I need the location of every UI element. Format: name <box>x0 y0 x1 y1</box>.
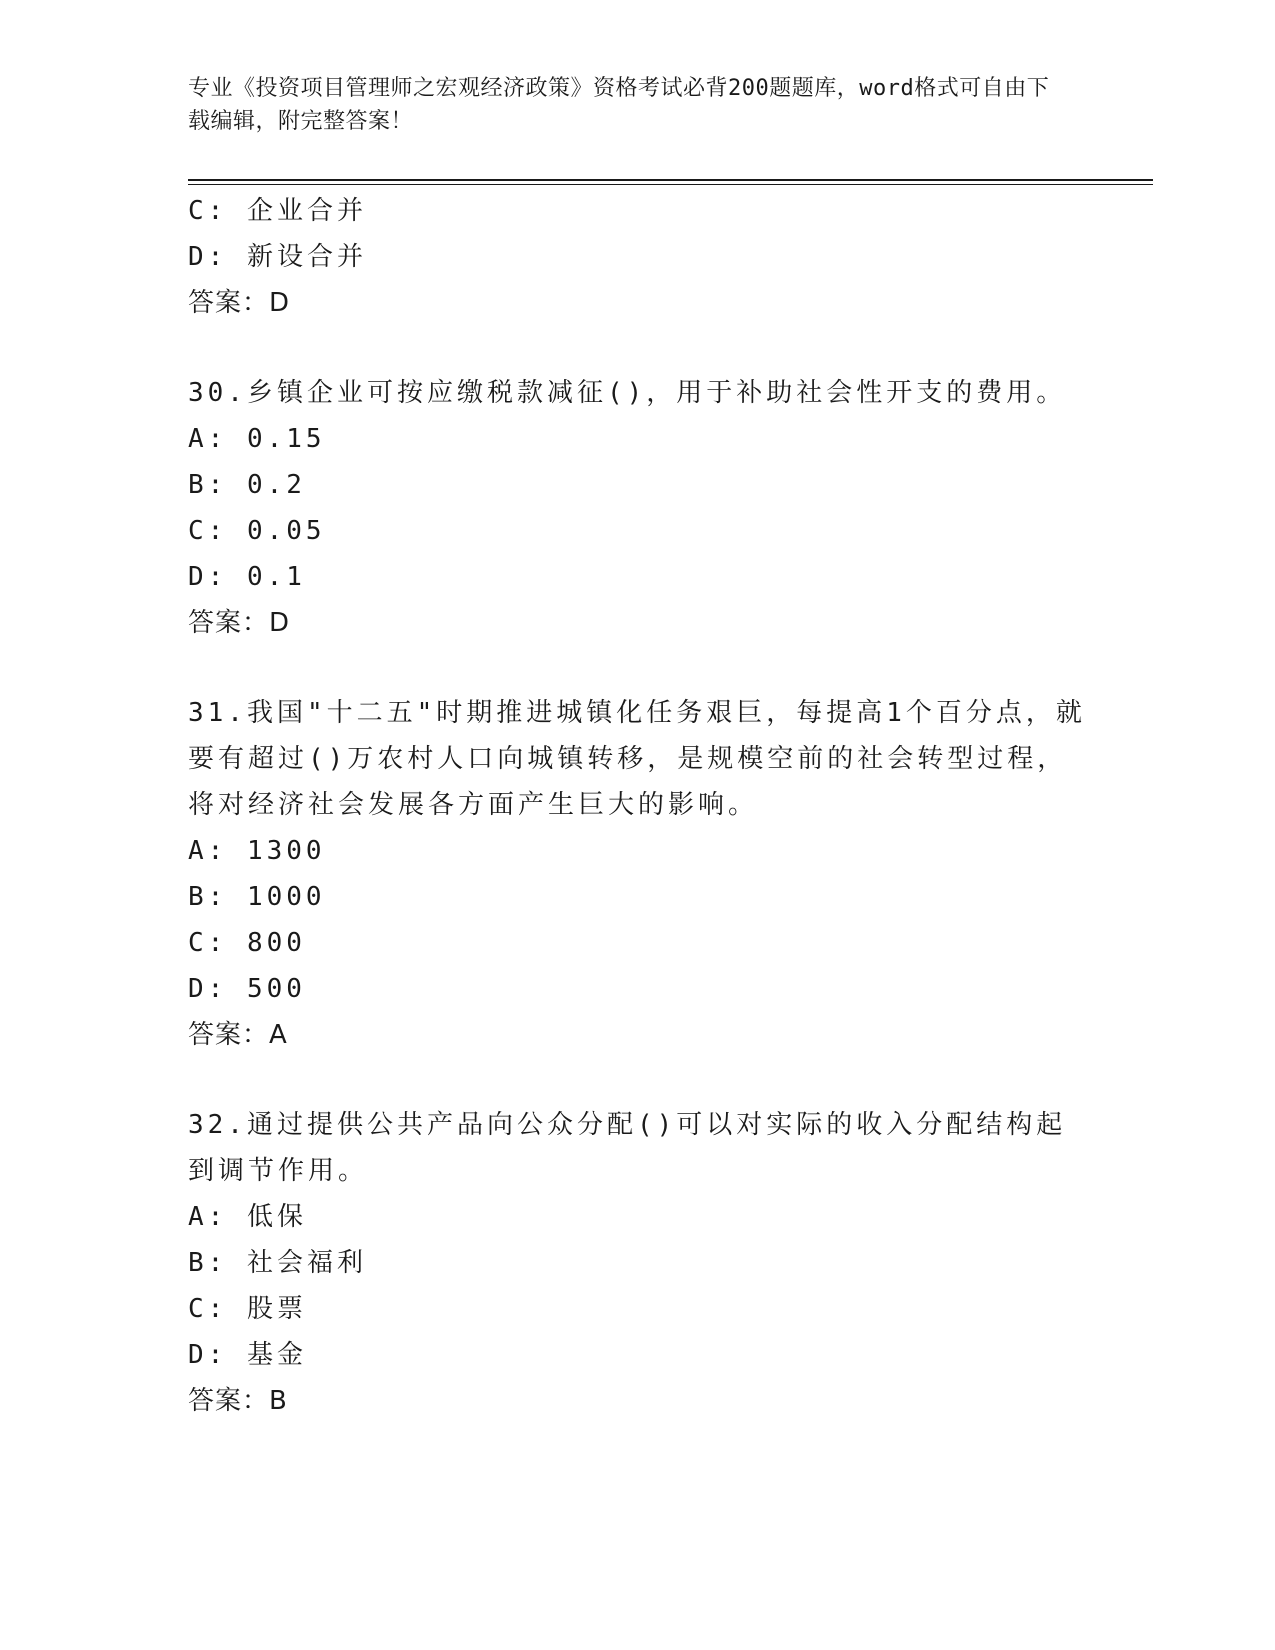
option-a <box>188 828 1088 874</box>
question-30 <box>188 370 1088 646</box>
option-d <box>188 234 1088 280</box>
option-label: C: <box>188 928 228 958</box>
answer: 答案：D <box>188 608 291 638</box>
option-label: C: <box>188 1294 228 1324</box>
partial-question <box>188 188 1088 326</box>
option-text: 0.05 <box>246 516 326 546</box>
option-a <box>188 1194 1088 1240</box>
option-text: 0.15 <box>246 424 326 454</box>
option-c <box>188 920 1088 966</box>
question-32 <box>188 1102 1088 1424</box>
question-31 <box>188 690 1088 1058</box>
option-text: 企业合并 <box>246 196 367 226</box>
option-b <box>188 1240 1088 1286</box>
option-label: D: <box>188 974 228 1004</box>
question-text: 30.乡镇企业可按应缴税款减征()，用于补助社会性开支的费用。 <box>188 378 1067 408</box>
option-a <box>188 416 1088 462</box>
option-label: B: <box>188 1248 228 1278</box>
option-text: 1300 <box>246 836 326 866</box>
header-rule-thick <box>188 179 1153 181</box>
option-d <box>188 554 1088 600</box>
question-text: 31.我国"十二五"时期推进城镇化任务艰巨，每提高1个百分点，就要有超过()万农村人口向城镇转移，是规模空前的社会转型过程，将对经济社会发展各方面产生巨大的影响。 <box>188 698 1086 820</box>
option-text: 0.1 <box>246 562 306 592</box>
option-label: D: <box>188 1340 228 1370</box>
option-text: 基金 <box>246 1340 307 1370</box>
option-text: 低保 <box>246 1202 307 1232</box>
option-label: A: <box>188 836 228 866</box>
option-text: 股票 <box>246 1294 307 1324</box>
option-text: 新设合并 <box>246 242 367 272</box>
option-text: 800 <box>246 928 306 958</box>
question-text: 32.通过提供公共产品向公众分配()可以对实际的收入分配结构起到调节作用。 <box>188 1110 1067 1186</box>
option-d <box>188 1332 1088 1378</box>
option-b <box>188 874 1088 920</box>
option-text: 0.2 <box>246 470 306 500</box>
option-d <box>188 966 1088 1012</box>
header-rule-thin <box>188 184 1153 185</box>
option-label: C: <box>188 516 228 546</box>
option-c <box>188 188 1088 234</box>
document-header: 专业《投资项目管理师之宏观经济政策》资格考试必背200题题库，word格式可自由下载编辑，附完整答案！ <box>188 76 1050 134</box>
option-text: 500 <box>246 974 306 1004</box>
option-text: 社会福利 <box>246 1248 367 1278</box>
option-c <box>188 1286 1088 1332</box>
option-label: B: <box>188 470 228 500</box>
answer: 答案：B <box>188 1386 288 1416</box>
option-label: D: <box>188 242 228 272</box>
option-label: B: <box>188 882 228 912</box>
option-text: 1000 <box>246 882 326 912</box>
option-c <box>188 508 1088 554</box>
answer: 答案：D <box>188 288 291 318</box>
option-label: A: <box>188 424 228 454</box>
option-label: D: <box>188 562 228 592</box>
option-b <box>188 462 1088 508</box>
question-list <box>188 188 1088 1424</box>
option-label: A: <box>188 1202 228 1232</box>
answer: 答案：A <box>188 1020 288 1050</box>
option-label: C: <box>188 196 228 226</box>
